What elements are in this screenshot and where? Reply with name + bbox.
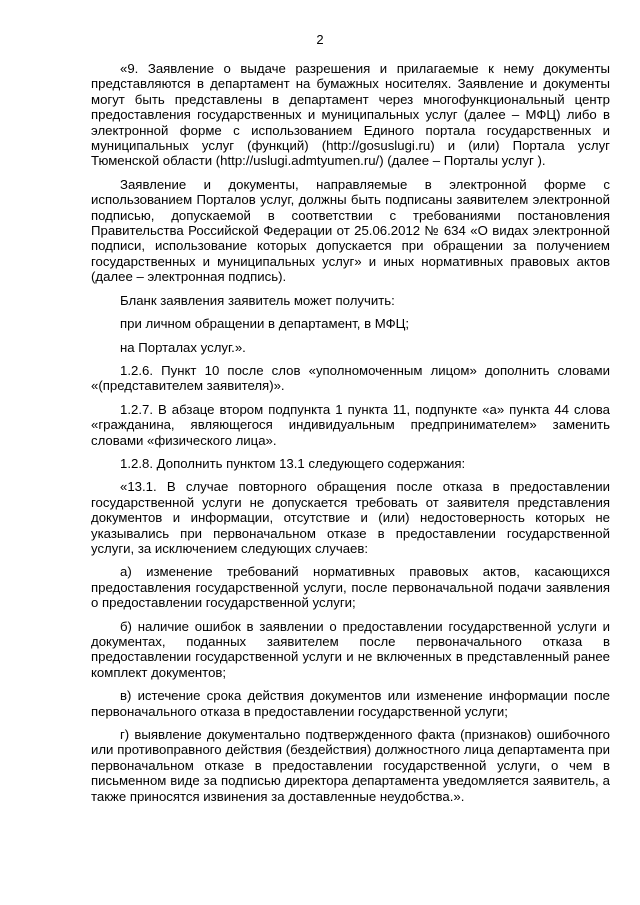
paragraph-1-2-7: 1.2.7. В абзаце втором подпункта 1 пункта 11, подпункте «а» пункта 44 слова «гражданина, являющегося индивидуальным предпринимателем» заменить словами «физического лица».: [91, 401, 610, 448]
paragraph-form-in-person: при личном обращении в департамент, в МФЦ;: [120, 316, 410, 332]
document-body: [91, 61, 610, 812]
paragraph-item-9: «9. Заявление о выдаче разрешения и прилагаемые к нему документы представляются в департамент на бумажных носителях. Заявление и документы могут быть представлены в департамент через многофункциональный центр предоставления государственных и муниципальных услуг (далее – МФЦ) либо в электронной форме с использованием Единого портала государственных и муниципальных услуг (функций) (http://gosuslugi.ru) и (или) Портала услуг Тюменской области (http://uslugi.admtyumen.ru/) (далее – Порталы услуг ).: [91, 61, 610, 169]
paragraph-1-2-6: 1.2.6. Пункт 10 после слов «уполномоченным лицом» дополнить словами «(представителем заявителя)».: [91, 362, 610, 394]
page-number: 2: [316, 32, 324, 47]
paragraph-case-a: а) изменение требований нормативных правовых актов, касающихся предоставления государственной услуги, после первоначальной подачи заявления о предоставлении государственной услуги;: [91, 564, 610, 611]
paragraph-form-portals: на Порталах услуг.».: [120, 339, 246, 355]
paragraph-1-2-8: 1.2.8. Дополнить пунктом 13.1 следующего содержания:: [120, 455, 466, 471]
paragraph-electronic-signature: Заявление и документы, направляемые в электронной форме с использованием Порталов услуг, должны быть подписаны заявителем электронной подписью, допускаемой в соответствии с требованиями постановления Правительства Российской Федерации от 25.06.2012 № 634 «О видах электронной подписи, использование которых допускается при обращении за получением государственных и муниципальных услуг» и иных нормативных правовых актов (далее – электронная подпись).: [91, 176, 610, 285]
paragraph-item-13-1: «13.1. В случае повторного обращения после отказа в предоставлении государственной услуги не допускается требовать от заявителя представления документов и информации, отсутствие и (или) недостоверность которых не указывались при первоначальном отказе в предоставлении государственной услуги, за исключением следующих случаев:: [91, 479, 610, 556]
paragraph-case-b: б) наличие ошибок в заявлении о предоставлении государственной услуги и документах, поданных заявителем после первоначального отказа в предоставлении государственной услуги и не включенных в представленный ранее комплект документов;: [91, 618, 610, 680]
paragraph-case-c: в) истечение срока действия документов или изменение информации после первоначального отказа в предоставлении государственной услуги;: [91, 688, 610, 719]
paragraph-case-d: г) выявление документально подтвержденного факта (признаков) ошибочного или противоправного действия (бездействия) должностного лица департамента при первоначальном отказе в предоставлении государственной услуги, о чем в письменном виде за подписью директора департамента уведомляется заявитель, а также приносятся извинения за доставленные неудобства.».: [91, 727, 610, 804]
paragraph-form-obtain: Бланк заявления заявитель может получить:: [120, 292, 395, 308]
